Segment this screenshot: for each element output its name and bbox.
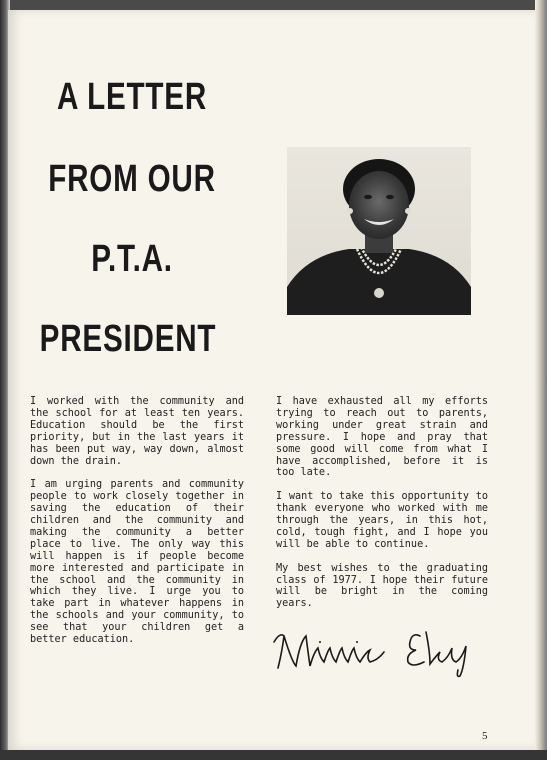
- letter-paragraph: I worked with the community and the school for at least ten years. Education should be the first priority, but in the last years it has been put way, way down, almost down the drain.: [30, 396, 244, 467]
- headline-line-1: A LETTER: [56, 76, 208, 118]
- letter-right-column: [276, 396, 488, 622]
- letter-paragraph: I have exhausted all my efforts trying to reach out to parents, working under great strain and pressure. I hope and pray that some good will come from what I have accomplished, before it is too late.: [276, 396, 488, 479]
- letter-paragraph: My best wishes to the graduating class of 1977. I hope their future will be bright in the coming years.: [276, 562, 488, 610]
- headline-line-2: FROM OUR: [48, 158, 216, 200]
- president-portrait-photo: [287, 147, 471, 315]
- page-bottom-edge: [0, 750, 547, 760]
- headline-line-4: PRESIDENT: [39, 318, 217, 360]
- letter-paragraph: I am urging parents and community people to work closely together in saving the education of their children and the community and making the community a better place to live. The only way this will happen is if people become more interested and participate in the school and the community in which they live. I urge you to take part in whatever happens in the schools and your community, to see that your children get a better education.: [30, 479, 244, 646]
- headline-line-3: P.T.A.: [91, 238, 173, 280]
- letter-left-column: [30, 396, 244, 658]
- document-page: [8, 10, 535, 750]
- portrait-photo: [287, 147, 471, 315]
- handwritten-signature: [270, 622, 490, 678]
- page-edge: [535, 0, 547, 760]
- letter-paragraph: I want to take this opportunity to thank everyone who worked with me through the years, in this hot, cold, tough fight, and I hope you will be able to continue.: [276, 491, 488, 550]
- page-number: 5: [482, 730, 488, 742]
